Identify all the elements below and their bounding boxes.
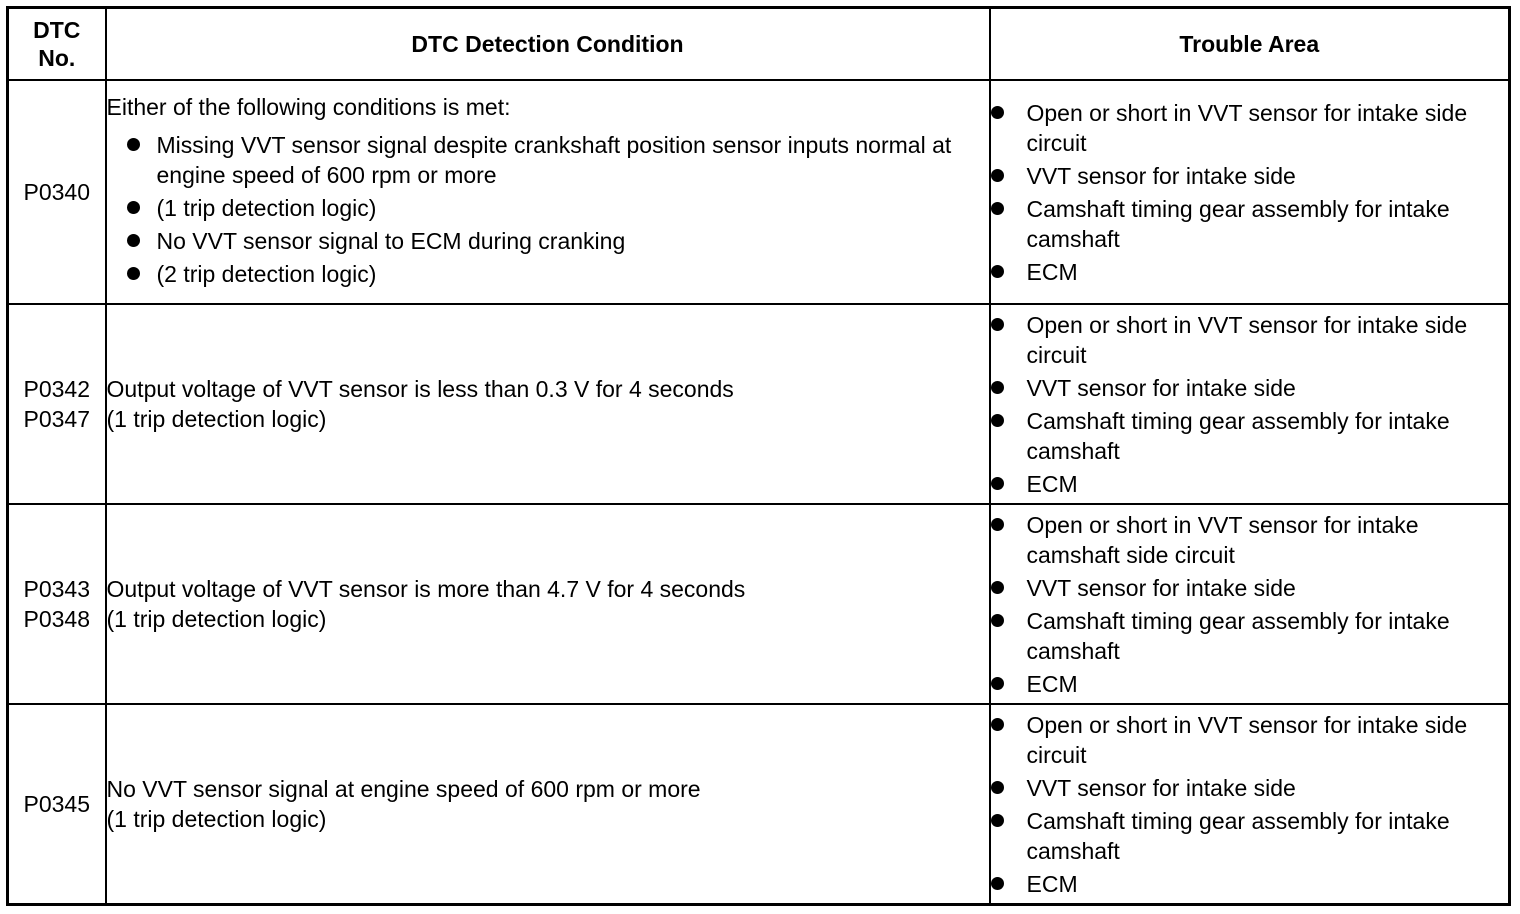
- list-item: [991, 469, 1509, 499]
- trouble-area-text: Open or short in VVT sensor for intake side circuit: [1026, 311, 1468, 368]
- table-row: [8, 504, 1510, 704]
- bullet-icon: [991, 169, 1004, 182]
- list-item: [991, 710, 1509, 770]
- trouble-area-cell: [990, 304, 1510, 504]
- condition-text: (1 trip detection logic): [156, 195, 377, 221]
- condition-text: No VVT sensor signal at engine speed of 600 rpm or more: [106, 776, 701, 802]
- condition-cell: [106, 304, 990, 504]
- list-item: [991, 406, 1509, 466]
- trouble-area-text: VVT sensor for intake side: [1026, 374, 1296, 401]
- trouble-area-list: [991, 510, 1509, 699]
- dtc-code: P0347: [23, 406, 90, 432]
- dtc-code: P0342: [23, 376, 90, 402]
- condition-cell: [106, 704, 990, 905]
- condition-text: (1 trip detection logic): [106, 406, 327, 432]
- trouble-area-list: [991, 98, 1509, 287]
- trouble-area-text: Camshaft timing gear assembly for intake camshaft: [1026, 607, 1450, 664]
- list-item: [991, 257, 1509, 287]
- condition-list: [107, 130, 989, 289]
- dtc-table: [6, 6, 1511, 906]
- list-item: [107, 193, 989, 223]
- header-dtc-no-line2: No.: [38, 45, 76, 71]
- dtc-code: P0343: [23, 576, 90, 602]
- trouble-area-text: ECM: [1026, 470, 1078, 497]
- bullet-icon: [991, 518, 1004, 531]
- list-item: [991, 573, 1509, 603]
- list-item: [991, 669, 1509, 699]
- bullet-icon: [991, 877, 1004, 890]
- dtc-code-cell: [8, 80, 106, 304]
- header-condition: DTC Detection Condition: [106, 8, 990, 81]
- list-item: [107, 259, 989, 289]
- table-row: [8, 80, 1510, 304]
- trouble-area-cell: [990, 704, 1510, 905]
- list-item: [991, 869, 1509, 899]
- bullet-icon: [127, 267, 140, 280]
- list-item: [991, 194, 1509, 254]
- list-item: [107, 226, 989, 256]
- trouble-area-cell: [990, 80, 1510, 304]
- header-row: [8, 8, 1510, 81]
- dtc-code-cell: [8, 704, 106, 905]
- bullet-icon: [127, 201, 140, 214]
- condition-text: Output voltage of VVT sensor is more than 4.7 V for 4 seconds: [106, 576, 746, 602]
- trouble-area-text: Open or short in VVT sensor for intake camshaft side circuit: [1026, 511, 1419, 568]
- trouble-area-text: Camshaft timing gear assembly for intake camshaft: [1026, 195, 1450, 252]
- list-item: [991, 773, 1509, 803]
- trouble-area-text: VVT sensor for intake side: [1026, 774, 1296, 801]
- bullet-icon: [991, 414, 1004, 427]
- condition-text: (1 trip detection logic): [106, 606, 327, 632]
- bullet-icon: [991, 202, 1004, 215]
- condition-intro: Either of the following conditions is met:: [106, 94, 511, 120]
- trouble-area-text: VVT sensor for intake side: [1026, 574, 1296, 601]
- bullet-icon: [991, 265, 1004, 278]
- list-item: [991, 606, 1509, 666]
- trouble-area-text: Camshaft timing gear assembly for intake camshaft: [1026, 807, 1450, 864]
- bullet-icon: [991, 677, 1004, 690]
- bullet-icon: [127, 138, 140, 151]
- trouble-area-text: ECM: [1026, 258, 1078, 285]
- list-item: [991, 373, 1509, 403]
- trouble-area-text: VVT sensor for intake side: [1026, 162, 1296, 189]
- list-item: [107, 130, 989, 190]
- dtc-code: P0340: [23, 179, 90, 205]
- list-item: [991, 98, 1509, 158]
- trouble-area-text: Open or short in VVT sensor for intake side circuit: [1026, 711, 1468, 768]
- dtc-code: P0345: [23, 791, 90, 817]
- trouble-area-list: [991, 710, 1509, 899]
- condition-text: (2 trip detection logic): [156, 261, 377, 287]
- list-item: [991, 806, 1509, 866]
- condition-text: (1 trip detection logic): [106, 806, 327, 832]
- header-dtc-no: [8, 8, 106, 81]
- bullet-icon: [991, 318, 1004, 331]
- bullet-icon: [991, 614, 1004, 627]
- list-item: [991, 510, 1509, 570]
- bullet-icon: [991, 581, 1004, 594]
- bullet-icon: [991, 381, 1004, 394]
- condition-text: No VVT sensor signal to ECM during cranking: [156, 228, 626, 254]
- bullet-icon: [991, 814, 1004, 827]
- table-row: [8, 304, 1510, 504]
- trouble-area-text: ECM: [1026, 870, 1078, 897]
- table-row: [8, 704, 1510, 905]
- bullet-icon: [127, 234, 140, 247]
- trouble-area-text: ECM: [1026, 670, 1078, 697]
- trouble-area-text: Open or short in VVT sensor for intake side circuit: [1026, 99, 1468, 156]
- header-dtc-no-line1: DTC: [33, 17, 81, 43]
- trouble-area-text: Camshaft timing gear assembly for intake camshaft: [1026, 407, 1450, 464]
- dtc-code: P0348: [23, 606, 90, 632]
- list-item: [991, 161, 1509, 191]
- bullet-icon: [991, 781, 1004, 794]
- list-item: [991, 310, 1509, 370]
- header-trouble-area: Trouble Area: [990, 8, 1510, 81]
- trouble-area-list: [991, 310, 1509, 499]
- dtc-code-cell: [8, 304, 106, 504]
- bullet-icon: [991, 477, 1004, 490]
- trouble-area-cell: [990, 504, 1510, 704]
- bullet-icon: [991, 718, 1004, 731]
- dtc-code-cell: [8, 504, 106, 704]
- condition-cell: [106, 504, 990, 704]
- bullet-icon: [991, 106, 1004, 119]
- condition-text: Missing VVT sensor signal despite crankshaft position sensor inputs normal at engine speed of 600 rpm or more: [156, 132, 952, 188]
- condition-cell: [106, 80, 990, 304]
- condition-text: Output voltage of VVT sensor is less than 0.3 V for 4 seconds: [106, 376, 734, 402]
